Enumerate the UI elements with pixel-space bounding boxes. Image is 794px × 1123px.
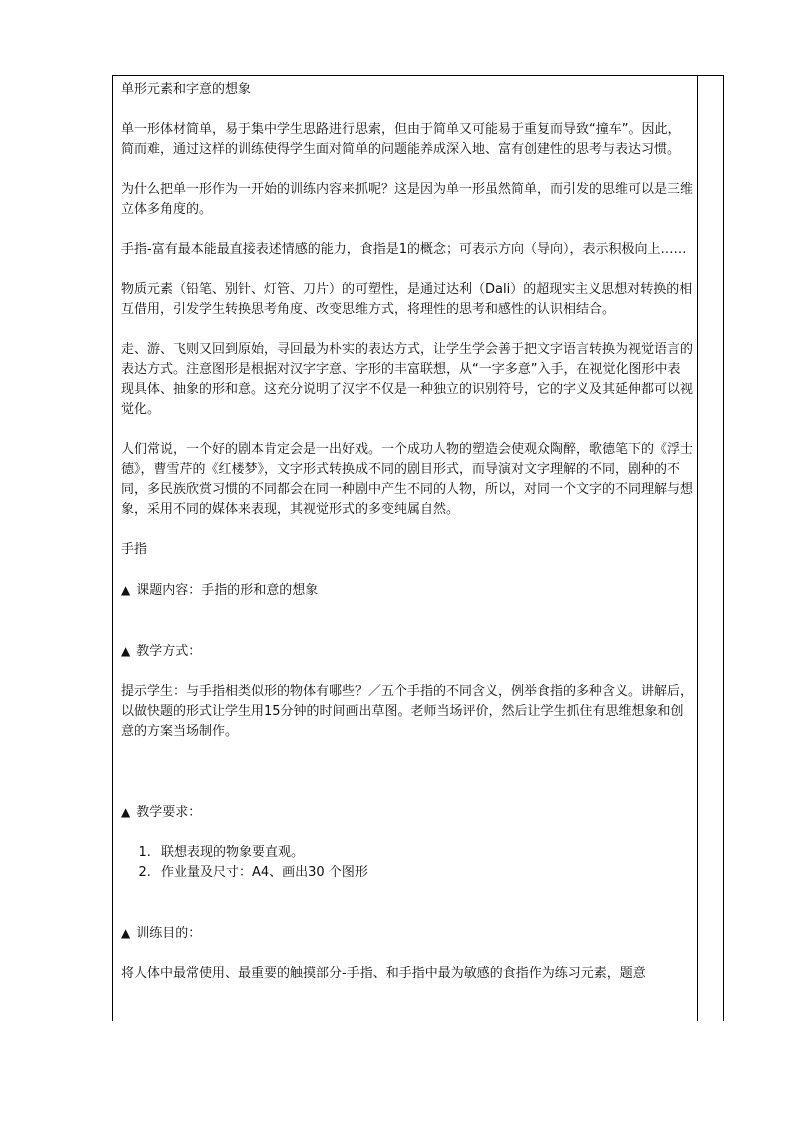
- paragraph: 为什么把单一形作为一开始的训练内容来抓呢？这是因为单一形虽然简单，而引发的思维可以是三维立体多角度的。: [121, 182, 694, 217]
- lesson-table: [112, 75, 724, 1021]
- bullet-heading: [121, 923, 693, 944]
- paragraph: 物质元素（铅笔、别针、灯管、刀片）的可塑性，是通过达利（Dali）的超现实主义思想对转换的相互借用，引发学生转换思考角度、改变思维方式，将理性的思考和感性的认识相结合。: [121, 282, 693, 317]
- paragraph: 单一形体材简单，易于集中学生思路进行思索，但由于简单又可能易于重复而导致“撞车”。因此，简而难，通过这样的训练使得学生面对简单的问题能养成深入地、富有创建性的思考与表达习惯。: [121, 122, 681, 157]
- numbered-list: [121, 843, 693, 883]
- section-title: 单形元素和字意的想象: [121, 82, 252, 97]
- triangle-bullet-icon: ▲: [121, 926, 131, 940]
- paragraph: 提示学生：与手指相类似形的物体有哪些？／五个手指的不同含义，例举食指的多种含义。讲解后，以做快题的形式让学生用15分钟的时间画出草图。老师当场评价，然后让学生抓住有思维想象和创意的方案当场制作。: [121, 684, 694, 739]
- triangle-bullet-icon: ▲: [121, 583, 131, 597]
- bullet-text: 训练目的：: [136, 926, 202, 941]
- list-item: 2. 作业量及尺寸：A4、画出30 个图形: [155, 863, 693, 883]
- section-label: 手指: [121, 542, 148, 557]
- bullet-text: 课题内容：手指的形和意的想象: [136, 583, 319, 598]
- bullet-heading: [121, 580, 693, 601]
- bullet-heading: [121, 641, 693, 662]
- list-item: 1. 联想表现的物象要直观。: [155, 843, 693, 863]
- triangle-bullet-icon: ▲: [121, 644, 131, 658]
- paragraph: 走、游、飞则又回到原始，寻回最为朴实的表达方式，让学生学会善于把文字语言转换为视觉语言的表达方式。注意图形是根据对汉字字意、字形的丰富联想，从“一字多意”入手，在视觉化图形中表现具体、抽象的形和意。这充分说明了汉字不仅是一种独立的识别符号，它的字义及其延伸都可以视觉化。: [121, 342, 694, 417]
- paragraph: 手指-富有最本能最直接表述情感的能力，食指是1的概念；可表示方向（导向），表示积极向上……: [121, 242, 687, 257]
- triangle-bullet-icon: ▲: [121, 805, 131, 819]
- bullet-heading: [121, 802, 693, 823]
- lesson-content-cell: [121, 80, 693, 984]
- table-column-divider: [697, 76, 698, 1021]
- bullet-text: 教学方式：: [136, 644, 202, 659]
- bullet-text: 教学要求：: [136, 805, 202, 820]
- paragraph: 人们常说，一个好的剧本肯定会是一出好戏。一个成功人物的塑造会使观众陶醉，歌德笔下的《浮士德》，曹雪芹的《红楼梦》，文字形式转换成不同的剧目形式，而导演对文字理解的不同，剧种的不同，多民族欣赏习惯的不同都会在同一种剧中产生不同的人物，所以，对同一个文字的不同理解与想象，采用不同的媒体来表现，其视觉形式的多变纯属自然。: [121, 442, 694, 517]
- paragraph: 将人体中最常使用、最重要的触摸部分-手指、和手指中最为敏感的食指作为练习元素，题意: [121, 966, 646, 981]
